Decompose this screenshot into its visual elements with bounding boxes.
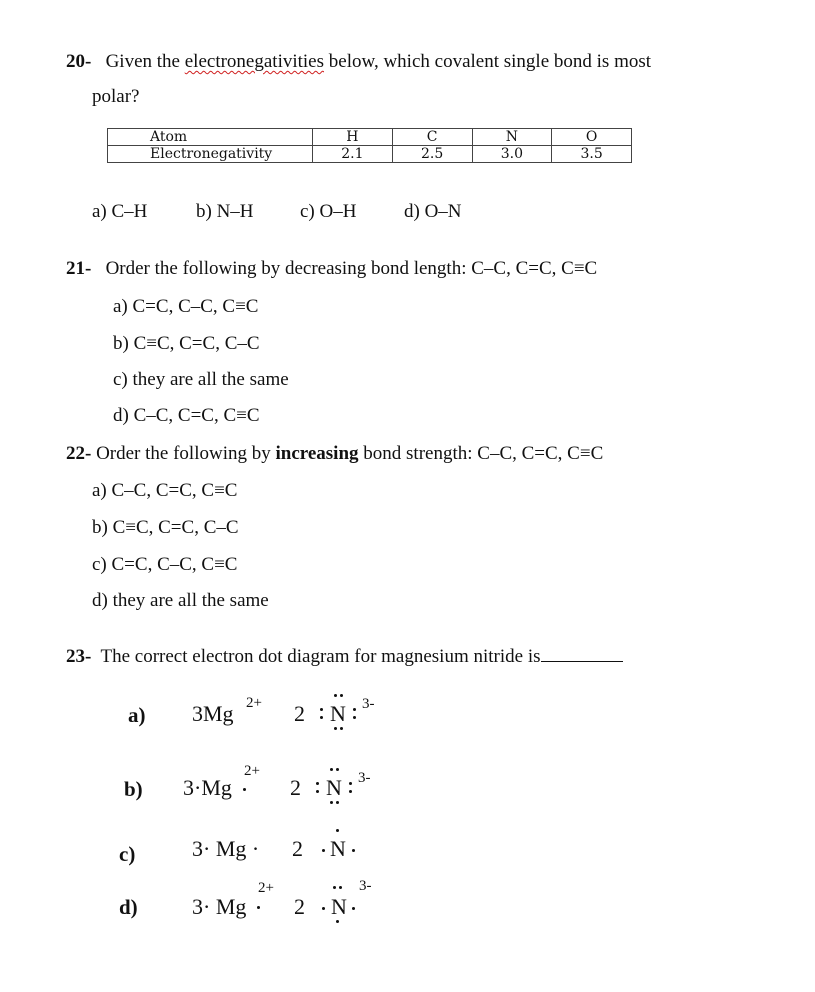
electron-dot [336, 801, 339, 804]
electron-dot [353, 716, 356, 719]
q20-text-before: Given the [105, 51, 185, 72]
row-header-electronegativity: Electronegativity [108, 146, 313, 163]
q23-option-d-n-charge: 3- [359, 878, 372, 894]
value-cell: 3.5 [552, 146, 632, 163]
electron-dot [339, 886, 342, 889]
q21-option-d: d) C–C, C=C, C≡C [113, 405, 260, 426]
q23-option-a-n-charge: 3- [362, 696, 375, 712]
q20-number: 20- [66, 51, 92, 72]
q23-option-b-n-coef: 2 [290, 775, 301, 800]
electron-dot [322, 849, 325, 852]
q23-option-d-mg-charge: 2+ [258, 880, 274, 896]
q23-option-a-letter: a) [128, 703, 146, 727]
q20-line1 [66, 51, 651, 73]
q23-option-c-mg: 3· Mg · [192, 836, 260, 861]
q23-option-c-n-coef: 2 [292, 836, 303, 861]
q23-option-a-mg-charge: 2+ [246, 695, 262, 711]
electron-dot [316, 790, 319, 793]
electron-dot [349, 782, 352, 785]
q23-option-a-mg: 3Mg [192, 701, 234, 726]
q22-option-d: d) they are all the same [92, 590, 269, 611]
electronegativity-table [107, 128, 632, 163]
electron-dot [243, 788, 246, 791]
electron-dot [340, 727, 343, 730]
q21-text: Order the following by decreasing bond length: C–C, C=C, C≡C [105, 258, 598, 279]
atom-cell: O [552, 129, 632, 146]
q23-number: 23- [66, 646, 92, 667]
q22-text-after: bond strength: C–C, C=C, C≡C [358, 443, 604, 464]
value-cell: 2.5 [392, 146, 472, 163]
electron-dot [320, 708, 323, 711]
q23-option-d-n: N [331, 894, 347, 919]
q21-option-c: c) they are all the same [113, 369, 289, 390]
electron-dot [316, 782, 319, 785]
value-cell: 3.0 [472, 146, 552, 163]
q22-option-a: a) C–C, C=C, C≡C [92, 480, 238, 501]
answer-blank [541, 645, 623, 662]
q20-option-d: d) O–N [404, 201, 462, 222]
q23-option-b-n-charge: 3- [358, 770, 371, 786]
q23-option-d-n-coef: 2 [294, 894, 305, 919]
q22-option-c: c) C=C, C–C, C≡C [92, 554, 238, 575]
electron-dot [257, 906, 260, 909]
q23-option-d-letter: d) [119, 895, 138, 919]
q23-option-a-n-coef: 2 [294, 701, 305, 726]
q22-text-bold: increasing [275, 443, 359, 464]
electron-dot [352, 849, 355, 852]
electron-dot [330, 801, 333, 804]
q23-option-b-mg-charge: 2+ [244, 763, 260, 779]
q21-number: 21- [66, 258, 92, 279]
electron-dot [330, 768, 333, 771]
electron-dot [353, 708, 356, 711]
electron-dot [336, 829, 339, 832]
q22-question [66, 443, 603, 465]
q20-option-b: b) N–H [196, 201, 254, 222]
electron-dot [334, 694, 337, 697]
table-row-electronegativity [108, 146, 632, 163]
q22-text-before: Order the following by [96, 443, 276, 464]
table-row-atom [108, 129, 632, 146]
electron-dot [340, 694, 343, 697]
electron-dot [352, 907, 355, 910]
q21-question [66, 258, 597, 280]
q23-option-c-n: N [330, 836, 346, 861]
electron-dot [322, 907, 325, 910]
q20-option-a: a) C–H [92, 201, 148, 222]
q22-number: 22- [66, 443, 92, 464]
atom-cell: N [472, 129, 552, 146]
q22-option-b: b) C≡C, C=C, C–C [92, 517, 239, 538]
q23-option-c-letter: c) [119, 842, 136, 866]
atom-cell: H [313, 129, 393, 146]
q23-option-b-n: N [326, 775, 342, 800]
q20-text-after: below, which covalent single bond is most [324, 51, 652, 72]
q20-spellcheck-word: electronegativities [184, 51, 325, 72]
q20-line2: polar? [92, 86, 140, 107]
q23-option-a-n: N [330, 701, 346, 726]
q23-option-b-mg: 3·Mg [183, 775, 232, 800]
row-header-atom: Atom [108, 129, 313, 146]
electron-dot [334, 727, 337, 730]
electron-dot [349, 790, 352, 793]
q23-option-b-letter: b) [124, 777, 143, 801]
q21-option-b: b) C≡C, C=C, C–C [113, 333, 260, 354]
q23-question [66, 645, 623, 668]
q21-option-a: a) C=C, C–C, C≡C [113, 296, 259, 317]
value-cell: 2.1 [313, 146, 393, 163]
electron-dot [320, 716, 323, 719]
electron-dot [336, 768, 339, 771]
atom-cell: C [392, 129, 472, 146]
electron-dot [336, 920, 339, 923]
electron-dot [333, 886, 336, 889]
q23-text: The correct electron dot diagram for magnesium nitride is [100, 646, 541, 667]
q23-option-d-mg: 3· Mg [192, 894, 247, 919]
q20-option-c: c) O–H [300, 201, 357, 222]
